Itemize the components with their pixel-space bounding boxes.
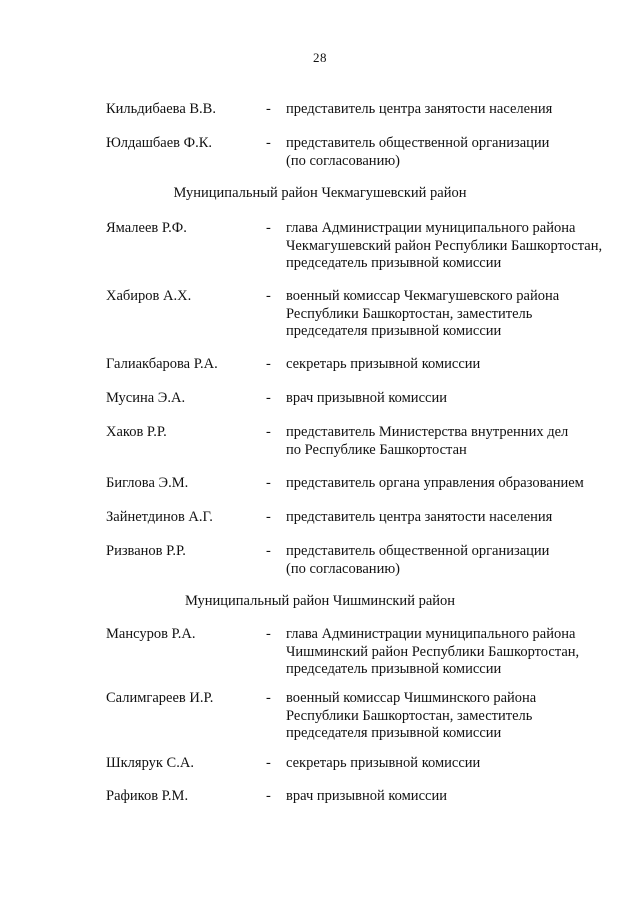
separator-dash: - [266, 543, 271, 559]
member-role [286, 509, 616, 527]
section-heading: Муниципальный район Чишминский район [184, 593, 456, 609]
role-line: Республики Башкортостан, заместитель [286, 305, 533, 322]
role-line: военный комиссар Чишминского района [286, 690, 537, 706]
separator-dash: - [266, 220, 271, 236]
member-role [286, 220, 616, 273]
role-line: представитель общественной организации [286, 135, 550, 151]
member-name: Ризванов Р.Р. [106, 543, 186, 559]
member-name: Салимгареев И.Р. [106, 690, 214, 706]
role-line: врач призывной комиссии [286, 788, 447, 804]
role-line: по Республике Башкортостан [286, 441, 467, 458]
member-role [286, 424, 616, 459]
role-line: Чишминский район Республики Башкортостан, [286, 643, 580, 660]
member-name: Зайнетдинов А.Г. [106, 509, 213, 525]
separator-dash: - [266, 755, 271, 771]
member-name: Биглова Э.М. [106, 475, 189, 491]
member-name: Мансуров Р.А. [106, 626, 196, 642]
member-role [286, 475, 616, 493]
separator-dash: - [266, 356, 271, 372]
separator-dash: - [266, 788, 271, 804]
page-number: 28 [313, 50, 327, 65]
role-line: председателя призывной комиссии [286, 323, 502, 339]
member-name: Шклярук С.А. [106, 755, 194, 771]
role-line: секретарь призывной комиссии [286, 755, 481, 771]
role-line: Республики Башкортостан, заместитель [286, 707, 533, 724]
separator-dash: - [266, 626, 271, 642]
separator-dash: - [266, 288, 271, 304]
separator-dash: - [266, 690, 271, 706]
role-line: глава Администрации муниципального района [286, 220, 576, 236]
member-role [286, 356, 616, 374]
role-line: глава Администрации муниципального района [286, 626, 576, 642]
member-name: Юлдашбаев Ф.К. [106, 135, 213, 151]
member-name: Рафиков Р.М. [106, 788, 189, 804]
member-role [286, 626, 616, 679]
member-name: Кильдибаева В.В. [106, 101, 216, 117]
separator-dash: - [266, 475, 271, 491]
section-heading: Муниципальный район Чекмагушевский район [173, 185, 467, 201]
role-line: врач призывной комиссии [286, 390, 447, 406]
role-line: представитель общественной организации [286, 543, 550, 559]
role-line: (по согласованию) [286, 560, 400, 577]
separator-dash: - [266, 135, 271, 151]
role-line: представитель органа управления образованием [286, 475, 584, 491]
role-line: представитель Министерства внутренних дел [286, 424, 569, 440]
member-role [286, 543, 616, 578]
member-role [286, 390, 616, 408]
role-line: председатель призывной комиссии [286, 661, 502, 677]
role-line: секретарь призывной комиссии [286, 356, 481, 372]
member-role [286, 135, 616, 170]
separator-dash: - [266, 509, 271, 525]
member-name: Галиакбарова Р.А. [106, 356, 218, 372]
member-role [286, 755, 616, 773]
member-role [286, 788, 616, 806]
member-role [286, 288, 616, 341]
member-name: Ямалеев Р.Ф. [106, 220, 187, 236]
member-name: Хабиров А.Х. [106, 288, 192, 304]
role-line: представитель центра занятости населения [286, 509, 553, 525]
separator-dash: - [266, 101, 271, 117]
role-line: военный комиссар Чекмагушевского района [286, 288, 560, 304]
separator-dash: - [266, 390, 271, 406]
member-name: Хаков Р.Р. [106, 424, 167, 440]
role-line: представитель центра занятости населения [286, 101, 553, 117]
separator-dash: - [266, 424, 271, 440]
role-line: председатель призывной комиссии [286, 255, 502, 271]
role-line: председателя призывной комиссии [286, 725, 502, 741]
member-role [286, 101, 616, 119]
member-name: Мусина Э.А. [106, 390, 186, 406]
role-line: (по согласованию) [286, 152, 400, 169]
role-line: Чекмагушевский район Республики Башкортостан, [286, 237, 603, 254]
member-role [286, 690, 616, 743]
